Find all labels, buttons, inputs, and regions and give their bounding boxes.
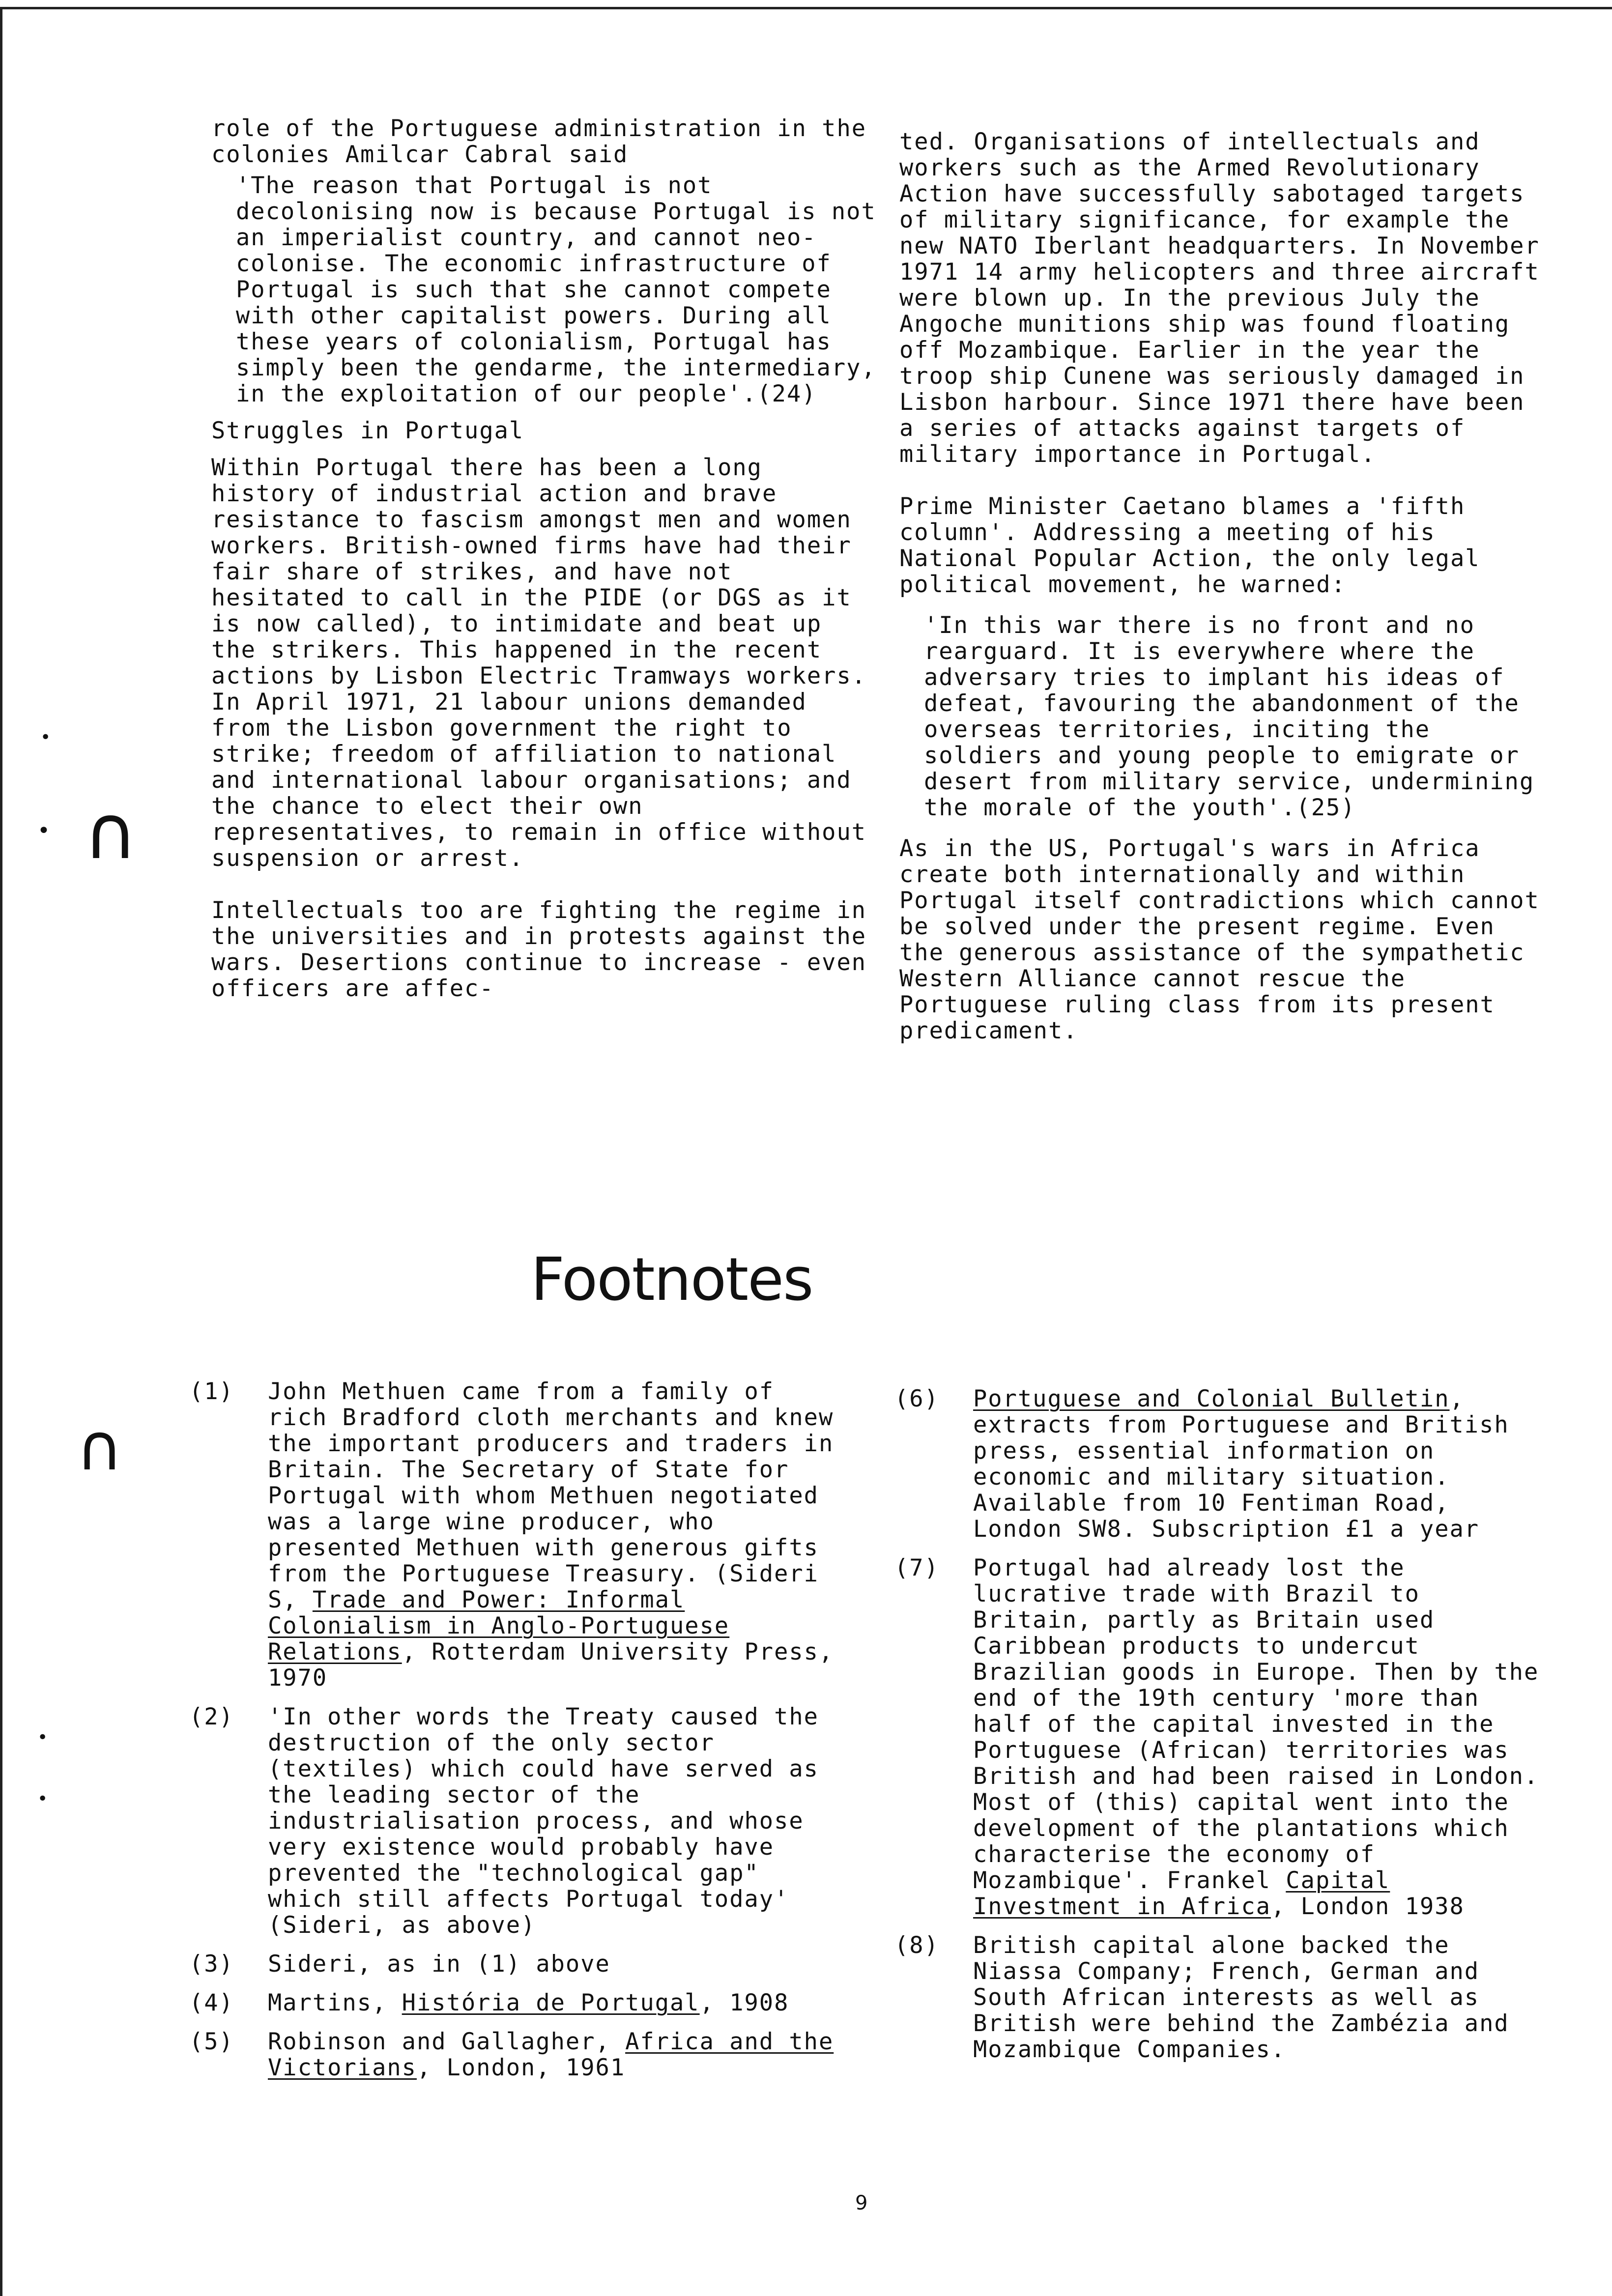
- footnote-text: , London 1938: [1270, 1893, 1465, 1920]
- footnote-3: [189, 1951, 843, 1977]
- footnote-book-title: Trade and Power: Informal Colonialism in Anglo-Portuguese Relations: [268, 1586, 730, 1665]
- footnote-1: [189, 1378, 843, 1691]
- footnotes-title: Footnotes: [531, 1246, 813, 1314]
- footnote-text: , Rotterdam University Press, 1970: [268, 1638, 834, 1692]
- footnote-book-title: Capital Investment in Africa: [973, 1867, 1390, 1920]
- footnote-number: (7): [894, 1554, 939, 1581]
- footnote-text: John Methuen came from a family of rich Bradford cloth merchants and knew the important producers and traders in Britain. The Secretary of State for Portugal with whom Methuen negotiated was a large wine producer, who presented Methuen with generous gifts from the Portuguese Treasury. (Sideri S,: [268, 1378, 834, 1613]
- footnote-7: [894, 1555, 1553, 1920]
- footnote-6: [894, 1386, 1553, 1542]
- footnote-number: (1): [189, 1378, 234, 1405]
- footnote-number: (4): [189, 1989, 234, 2016]
- footnote-text: Portugal had already lost the lucrative trade with Brazil to Britain, partly as Britain used Caribbean products to undercut Brazilian goods in Europe. Then by the end of the 19th century 'more than half of the capital invested in the Portuguese (African) territories was British and had been raised in London. Most of (this) capital went into the development of the plantations which characterise the economy of Mozambique'. Frankel: [973, 1554, 1539, 1894]
- footnote-text: , extracts from Portuguese and British press, essential information on economic and military situation. Available from 10 Fentiman Road, London SW8. Subscription £1 a year: [973, 1385, 1509, 1543]
- struggles-paragraph-2-end: ted. Organisations of intellectuals and workers such as the Armed Revolutionary Action have successfully sabotaged targets of military significance, for example the new NATO Iberlant headquarters. In November 1971 14 army helicopters and three aircraft were blown up. In the previous July the Angoche munitions ship was found floating off Mozambique. Earlier in the year the troop ship Cunene was seriously damaged in Lisbon harbour. Since 1971 there have been a series of attacks against targets of military importance in Portugal.: [899, 128, 1540, 468]
- margin-mark-hook: ∩: [76, 1410, 123, 1485]
- left-column-top: [211, 115, 880, 1002]
- footnote-number: (8): [894, 1932, 939, 1959]
- right-column-top: [899, 129, 1548, 1044]
- footnote-text: , 1908: [699, 1989, 789, 2016]
- margin-mark-dot: •: [40, 727, 51, 747]
- footnote-4: [189, 1990, 843, 2016]
- footnote-text: Robinson and Gallagher,: [268, 2028, 610, 2055]
- footnote-text: Martins,: [268, 1989, 387, 2016]
- footnote-8: [894, 1932, 1553, 2063]
- footnote-number: (6): [894, 1385, 939, 1412]
- cabral-quote: 'The reason that Portugal is not decolonising now is because Portugal is not an imperialist country, and cannot neo-colonise. The economic infrastructure of Portugal is such that she cannot compete with other capitalist powers. During all these years of colonialism, Portugal has simply been the gendarme, the intermediary, in the exploitation of our people'.(24): [236, 172, 876, 407]
- intro-lead: role of the Portuguese administration in the colonies Amilcar Cabral said: [211, 115, 867, 168]
- footnote-book-title: Portuguese and Colonial Bulletin: [973, 1385, 1450, 1412]
- top-edge-line: [0, 7, 1612, 9]
- struggles-paragraph-4: As in the US, Portugal's wars in Africa create both internationally and within Portugal itself contradictions which cannot be solved under the present regime. Even the generous assistance of the sympathetic Western Alliance cannot rescue the Portuguese ruling class from its present predicament.: [899, 835, 1540, 1044]
- footnote-number: (2): [189, 1703, 234, 1730]
- footnote-book-title: História de Portugal: [402, 1989, 700, 2016]
- margin-mark-dot: •: [37, 1789, 48, 1809]
- margin-mark-dot: •: [37, 1727, 48, 1748]
- footnote-text: British capital alone backed the Niassa Company; French, German and South African interests as well as British were behind the Zambézia and Mozambique Companies.: [973, 1932, 1509, 2063]
- footnote-2: [189, 1704, 843, 1938]
- footnote-text: Sideri, as in (1) above: [268, 1951, 610, 1978]
- footnote-book-title: Africa and the Victorians: [268, 2028, 834, 2081]
- footnotes-left-column: [189, 1378, 843, 2094]
- footnote-number: (3): [189, 1951, 234, 1978]
- left-edge-line: [0, 7, 2, 2296]
- struggles-paragraph-2-start: Intellectuals too are fighting the regime in the universities and in protests against the wars. Desertions continue to increase - even officers are affec-: [211, 897, 867, 1002]
- footnote-text: , London, 1961: [416, 2054, 626, 2081]
- struggles-paragraph-3: Prime Minister Caetano blames a 'fifth column'. Addressing a meeting of his National Popular Action, the only legal political movement, he warned:: [899, 493, 1480, 598]
- caetano-quote: 'In this war there is no front and no rearguard. It is everywhere where the adversary tries to implant his ideas of defeat, favouring the abandonment of the overseas territories, inciting the soldiers and young people to emigrate or desert from military service, undermining the morale of the youth'.(25): [924, 612, 1535, 821]
- footnote-text: 'In other words the Treaty caused the destruction of the only sector (textiles) which could have served as the leading sector of the industrialisation process, and whose very existence would probably have prevented the "technological gap" which still affects Portugal today' (Sideri, as above): [268, 1703, 819, 1939]
- footnote-number: (5): [189, 2028, 234, 2055]
- struggles-paragraph-1: Within Portugal there has been a long history of industrial action and brave resistance to fascism amongst men and women workers. British-owned firms have had their fair share of strikes, and have not hesitated to call in the PIDE (or DGS as it is now called), to intimidate and beat up the strikers. This happened in the recent actions by Lisbon Electric Tramways workers. In April 1971, 21 labour unions demanded from the Lisbon government the right to strike; freedom of affiliation to national and international labour organisations; and the chance to elect their own representatives, to remain in office without suspension or arrest.: [211, 454, 867, 872]
- margin-mark-hook: ∩: [84, 790, 138, 876]
- page-number: 9: [855, 2192, 868, 2214]
- footnotes-right-column: [894, 1386, 1553, 2075]
- margin-mark-dot: •: [37, 818, 50, 843]
- section-heading: Struggles in Portugal: [211, 417, 524, 444]
- footnote-5: [189, 2029, 843, 2081]
